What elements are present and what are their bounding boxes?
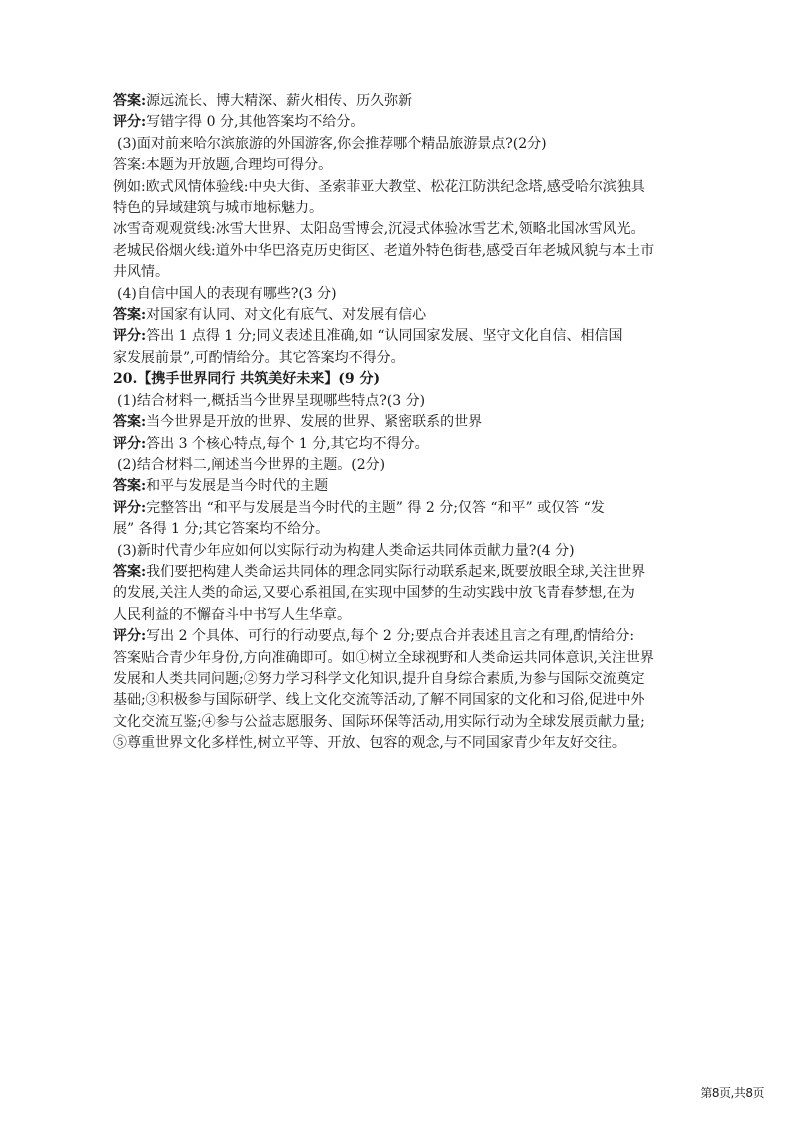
question-20-3-scoring-cont: ⑤尊重世界文化多样性,树立平等、开放、包容的观念,与不同国家青少年友好交往。 [113, 735, 626, 752]
question-20-1-answer [113, 412, 673, 433]
question-20-3-scoring-cont: 发展和人类共同问题;②努力学习科学文化知识,提升自身综合素质,为参与国际交流奠定 [113, 670, 645, 687]
answer-key-page [113, 91, 673, 755]
question-20-3-scoring-cont: 文化交流互鉴;④参与公益志愿服务、国际环保等活动,用实际行动为全球发展贡献力量; [113, 713, 645, 730]
question-4: (4)自信中国人的表现有哪些?(3 分) [117, 285, 337, 302]
question-3-example-line: 例如:欧式风情体验线:中央大街、圣索菲亚大教堂、松花江防洪纪念塔,感受哈尔滨独具 [113, 178, 645, 195]
scoring-label: 评分: [113, 628, 147, 645]
question-4-scoring-cont: 家发展前景”,可酌情给分。其它答案均不得分。 [113, 349, 405, 366]
question-20-3: (3)新时代青少年应如何以实际行动为构建人类命运共同体贡献力量?(4 分) [117, 542, 575, 559]
scoring-label: 评分: [113, 114, 147, 131]
answer-text: 对国家有认同、对文化有底气、对发展有信心 [146, 307, 427, 324]
question-20-3-scoring-cont: 基础;③积极参与国际研学、线上文化交流等活动,了解不同国家的文化和习俗,促进中外 [113, 692, 645, 709]
answer-line [113, 91, 673, 112]
question-4-scoring [113, 326, 673, 347]
question-20-3-answer-cont: 人民利益的不懈奋斗中书写人生华章。 [113, 606, 351, 623]
question-4-answer [113, 305, 673, 326]
answer-label: 答案: [113, 414, 147, 431]
answer-label: 答案: [113, 307, 147, 324]
question-3-example-line: 井风情。 [113, 264, 169, 281]
scoring-text: 完整答出 “和平与发展是当今时代的主题” 得 2 分;仅答 “和平” 或仅答 “发 [146, 499, 605, 516]
question-20-3-answer [113, 562, 673, 583]
question-20-1-scoring [113, 434, 673, 455]
question-3-example-line: 冰雪奇观观赏线:冰雪大世界、太阳岛雪博会,沉浸式体验冰雪艺术,领略北国冰雪风光。 [113, 221, 645, 238]
question-20-3-scoring [113, 626, 673, 647]
question-3: (3)面对前来哈尔滨旅游的外国游客,你会推荐哪个精品旅游景点?(2分) [117, 135, 547, 152]
scoring-label: 评分: [113, 328, 147, 345]
answer-label: 答案: [113, 93, 147, 109]
question-20-2: (2)结合材料二,阐述当今世界的主题。(2分) [117, 456, 386, 473]
question-20-2-scoring [113, 498, 673, 519]
scoring-text: 答出 1 点得 1 分;同义表述且准确,如 “认同国家发展、坚守文化自信、相信国 [146, 328, 623, 345]
answer-text: 和平与发展是当今时代的主题 [146, 478, 329, 495]
question-3-example-line: 老城民俗烟火线:道外中华巴洛克历史街区、老道外特色街巷,感受百年老城风貌与本土市 [113, 242, 655, 259]
question-20-heading: 20.【携手世界同行 共筑美好未来】(9 分) [113, 371, 381, 388]
scoring-text: 答出 3 个核心特点,每个 1 分,其它均不得分。 [146, 435, 429, 452]
question-20-3-scoring-cont: 答案贴合青少年身份,方向准确即可。如①树立全球视野和人类命运共同体意识,关注世界 [113, 649, 654, 666]
answer-text: 当今世界是开放的世界、发展的世界、紧密联系的世界 [146, 414, 483, 431]
page-number: 第8页,共8页 [700, 1086, 764, 1100]
scoring-label: 评分: [113, 499, 147, 516]
scoring-line [113, 112, 673, 133]
scoring-label: 评分: [113, 435, 147, 452]
answer-label: 答案: [113, 563, 147, 580]
answer-text: 我们要把构建人类命运共同体的理念同实际行动联系起来,既要放眼全球,关注世界 [146, 563, 646, 580]
question-20-2-answer [113, 476, 673, 497]
scoring-text: 写出 2 个具体、可行的行动要点,每个 2 分;要点合并表述且言之有理,酌情给分: [146, 628, 635, 645]
answer-text: 源远流长、博大精深、薪火相传、历久弥新 [146, 93, 413, 109]
question-20-1: (1)结合材料一,概括当今世界呈现哪些特点?(3 分) [117, 392, 426, 409]
question-20-2-scoring-cont: 展” 各得 1 分;其它答案均不给分。 [113, 521, 330, 538]
question-20-3-answer-cont: 的发展,关注人类的命运,又要心系祖国,在实现中国梦的生动实践中放飞青春梦想,在为 [113, 585, 635, 602]
question-3-example-line: 特色的异域建筑与城市地标魅力。 [113, 200, 323, 217]
answer-label: 答案: [113, 478, 147, 495]
question-3-answer: 答案:本题为开放题,合理均可得分。 [113, 157, 333, 174]
scoring-text: 写错字得 0 分,其他答案均不给分。 [146, 114, 365, 131]
